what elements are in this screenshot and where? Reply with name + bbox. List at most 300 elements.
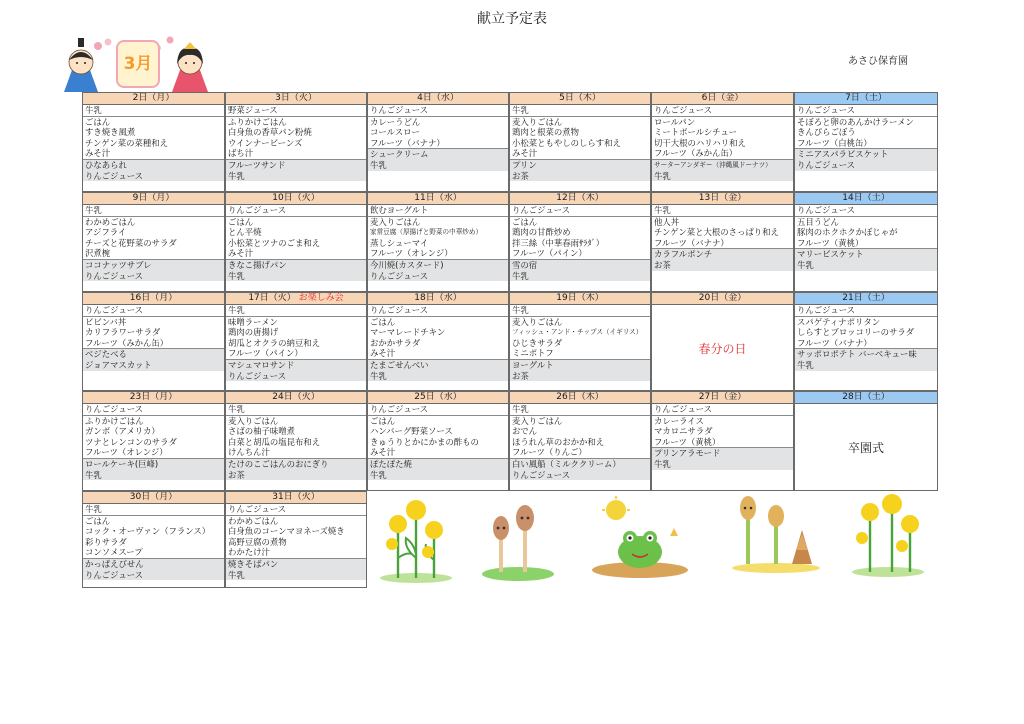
- menu-item: スパゲティナポリタン: [797, 316, 881, 327]
- page-title: 献立予定表: [477, 11, 547, 27]
- day-cell-mar3: [225, 92, 367, 192]
- menu-item: コールスロー: [370, 127, 420, 138]
- menu-item: ウインナービーンズ: [228, 137, 303, 148]
- menu-item: 麦入りごはん: [512, 415, 563, 426]
- menu-item: ココナッツサブレ: [85, 259, 152, 270]
- menu-item: きなこ揚げパン: [228, 259, 287, 270]
- menu-item: 牛乳: [85, 105, 102, 115]
- lunch-section: [368, 117, 508, 150]
- snack-section: [795, 349, 937, 370]
- menu-item: かっぱえびせん: [85, 558, 144, 569]
- menu-item: 牛乳: [85, 504, 102, 514]
- am-section: [83, 504, 224, 516]
- menu-item: 牛乳: [85, 469, 102, 480]
- day-cell-mar12: [509, 192, 651, 292]
- day-label: 27日（金）: [698, 392, 747, 402]
- menu-item: ふりかけごはん: [85, 415, 144, 426]
- day-label: 19日（木）: [556, 293, 604, 303]
- menu-item: さばの柚子味噌煮: [228, 426, 295, 437]
- month-label: 3月: [123, 54, 153, 74]
- lunch-section: [368, 317, 508, 360]
- menu-item: お茶: [512, 170, 529, 181]
- menu-item: 牛乳: [228, 305, 245, 315]
- menu-item: 白身魚の香草パン粉焼: [228, 127, 312, 138]
- menu-item: 牛乳: [654, 205, 671, 215]
- menu-item: ばち汁: [228, 148, 254, 159]
- menu-item: りんごジュース: [797, 159, 856, 170]
- menu-item: そぼろと卵のあんかけラーメン: [797, 116, 914, 127]
- menu-item: 小松菜ともやしのしらす和え: [512, 137, 621, 148]
- menu-item: フルーツ（みかん缶）: [85, 337, 169, 348]
- day-label: 17日（火）: [248, 293, 296, 303]
- menu-item: みそ汁: [85, 148, 111, 159]
- menu-item: 牛乳: [370, 370, 387, 381]
- day-header: [226, 392, 366, 404]
- snack-section: [510, 160, 650, 181]
- snack-section: [795, 249, 937, 270]
- menu-item: 野菜ジュース: [228, 105, 278, 115]
- menu-item: フルーツ（オレンジ）: [370, 248, 453, 259]
- snack-section: [83, 459, 224, 480]
- lunch-section: [83, 416, 224, 459]
- menu-item: 飲むヨーグルト: [370, 205, 429, 215]
- menu-item: しらすとブロッコリーのサラダ: [797, 327, 914, 338]
- menu-item: 小松菜とツナのごま和え: [228, 237, 321, 248]
- menu-item: フルーツ（パイン）: [512, 248, 587, 259]
- menu-item: マリービスケット: [797, 249, 864, 260]
- menu-item: たまごせんべい: [370, 359, 429, 370]
- lunch-section: [510, 117, 650, 160]
- day-cell-mar26: [509, 391, 651, 491]
- menu-item: たけのこごはんのおにぎり: [228, 458, 329, 469]
- day-label: 6日（金）: [701, 93, 744, 103]
- menu-item: サーターアンダギー（沖縄風ドーナツ）: [654, 160, 772, 169]
- menu-item: 牛乳: [512, 105, 529, 115]
- menu-item: 五目うどん: [797, 216, 839, 227]
- menu-item: ミートボールシチュー: [654, 127, 738, 138]
- menu-item: 牛乳: [370, 469, 387, 480]
- menu-item: りんごジュース: [370, 270, 429, 281]
- day-header: [368, 93, 508, 105]
- am-section: [510, 105, 650, 117]
- frog-icon: [590, 496, 690, 580]
- day-label: 4日（水）: [417, 93, 459, 103]
- menu-item: りんごジュース: [512, 205, 571, 215]
- menu-item: 焼きそばパン: [228, 558, 279, 569]
- am-section: [226, 305, 366, 317]
- menu-item: フルーツ（りんご）: [512, 447, 587, 458]
- menu-item: 牛乳: [228, 404, 245, 414]
- menu-item: りんごジュース: [85, 404, 144, 414]
- snack-section: [368, 459, 508, 480]
- snack-section: [83, 160, 224, 181]
- lunch-section: [226, 317, 366, 360]
- day-label: 7日（土）: [845, 93, 887, 103]
- menu-item: 高野豆腐の煮物: [228, 536, 287, 547]
- snack-section: [226, 360, 366, 381]
- snack-section: [652, 249, 793, 270]
- lunch-section: [83, 516, 224, 559]
- day-label: 20日（金）: [698, 293, 747, 303]
- menu-item: ヨーグルト: [512, 359, 554, 370]
- menu-item: フルーツ（パイン）: [228, 348, 303, 359]
- day-header: [226, 293, 366, 305]
- day-label: 12日（木）: [556, 193, 604, 203]
- menu-item: 牛乳: [654, 458, 671, 469]
- special-day-text: 卒園式: [847, 441, 884, 455]
- lunch-section: [795, 217, 937, 250]
- menu-item: 他人丼: [654, 216, 680, 227]
- am-section: [226, 404, 366, 416]
- day-label: 3日（火）: [275, 93, 317, 103]
- menu-item: カレーうどん: [370, 116, 421, 127]
- snack-section: [83, 559, 224, 580]
- day-header: [83, 392, 224, 404]
- menu-item: 牛乳: [228, 270, 245, 281]
- lunch-section: [368, 416, 508, 459]
- day-header: [795, 93, 937, 105]
- menu-item: 今川焼(カスタード): [370, 259, 444, 270]
- day-cell-mar19: [509, 292, 651, 391]
- day-label: 25日（水）: [414, 392, 462, 402]
- menu-item: チーズと花野菜のサラダ: [85, 237, 177, 248]
- menu-item: ハンバーグ野菜ソース: [370, 426, 453, 437]
- snack-section: [226, 459, 366, 480]
- menu-item: フルーツ（白桃缶）: [797, 137, 872, 148]
- snack-section: [368, 260, 508, 281]
- day-cell-mar9: [82, 192, 225, 292]
- menu-item: 鶏肉と根菜の煮物: [512, 127, 579, 138]
- am-section: [83, 305, 224, 317]
- menu-item: けんちん汁: [228, 447, 270, 458]
- event-label: お楽しみ会: [295, 293, 344, 303]
- snack-section: [83, 260, 224, 281]
- menu-item: フルーツ（バナナ）: [370, 137, 445, 148]
- lunch-section: [795, 117, 937, 150]
- menu-item: お茶: [654, 259, 671, 270]
- day-label: 9日（月）: [132, 193, 175, 203]
- menu-item: カレーライス: [654, 415, 704, 426]
- menu-item: ふりかけごはん: [228, 116, 287, 127]
- menu-item: 家常豆腐（厚揚げと野菜の中華炒め）: [370, 228, 483, 237]
- day-cell-mar2: [82, 92, 225, 192]
- menu-item: プリン: [512, 159, 537, 170]
- day-cell-mar10: [225, 192, 367, 292]
- menu-item: 牛乳: [228, 170, 245, 181]
- menu-item: 拌三絲（中華春雨ｻﾗﾀﾞ）: [512, 237, 605, 248]
- am-section: [510, 404, 650, 416]
- menu-item: カラフルポンチ: [654, 249, 713, 260]
- am-section: [83, 404, 224, 416]
- canola-flower-icon: [376, 498, 456, 584]
- day-label: 13日（金）: [698, 193, 747, 203]
- day-header: [795, 193, 937, 205]
- snack-section: [510, 360, 650, 381]
- day-label: 10日（火）: [272, 193, 320, 203]
- menu-item: サッポロポテト バーベキュー味: [797, 349, 917, 360]
- am-section: [83, 105, 224, 117]
- snack-section: [510, 459, 650, 480]
- menu-item: マカロニサラダ: [654, 426, 713, 437]
- menu-item: フルーツサンド: [228, 159, 286, 170]
- am-section: [368, 205, 508, 217]
- day-cell-mar6: [651, 92, 794, 192]
- menu-item: 豚肉のホクホクかぼじゃが: [797, 227, 898, 238]
- day-header: [226, 193, 366, 205]
- school-name: あさひ保育園: [848, 56, 908, 67]
- lunch-section: [652, 416, 793, 449]
- day-header: [83, 93, 224, 105]
- menu-item: 鶏肉の唐揚げ: [228, 327, 279, 338]
- lunch-section: [795, 317, 937, 350]
- menu-item: 鶏肉の甘酢炒め: [512, 227, 571, 238]
- menu-item: 白い風船（ミルククリーム）: [512, 458, 621, 469]
- menu-item: りんごジュース: [85, 569, 144, 580]
- menu-item: 牛乳: [797, 259, 814, 270]
- menu-item: りんごジュース: [512, 469, 571, 480]
- am-section: [795, 105, 937, 117]
- menu-item: とん平焼: [228, 227, 262, 238]
- am-section: [226, 504, 366, 516]
- menu-item: マーマレードチキン: [370, 327, 446, 338]
- menu-item: 胡瓜とオクラの納豆和え: [228, 337, 320, 348]
- menu-item: りんごジュース: [797, 105, 856, 115]
- day-header: [368, 293, 508, 305]
- menu-item: みそ汁: [512, 148, 538, 159]
- day-header: [510, 392, 650, 404]
- am-section: [226, 205, 366, 217]
- menu-item: ごはん: [370, 415, 396, 426]
- menu-item: りんごジュース: [228, 205, 287, 215]
- menu-item: ベジたべる: [85, 349, 127, 360]
- day-label: 21日（土）: [842, 293, 890, 303]
- menu-item: フィッシュ・アンド・チップス（イギリス）: [512, 328, 643, 337]
- day-label: 23日（月）: [129, 392, 178, 402]
- horsetail-icon: [480, 502, 556, 582]
- menu-item: ごはん: [512, 216, 538, 227]
- day-cell-mar30: [82, 491, 225, 588]
- special-day-text: 春分の日: [698, 341, 747, 356]
- menu-item: ロールパン: [654, 116, 696, 127]
- menu-item: 牛乳: [228, 569, 245, 580]
- menu-item: 牛乳: [512, 305, 529, 315]
- day-header: [83, 492, 224, 504]
- menu-item: りんごジュース: [85, 305, 144, 315]
- menu-item: りんごジュース: [228, 504, 287, 514]
- snack-section: [368, 149, 508, 170]
- menu-item: 白菜と胡瓜の塩昆布和え: [228, 436, 321, 447]
- menu-item: りんごジュース: [797, 305, 856, 315]
- day-label: 11日（水）: [414, 193, 462, 203]
- day-cell-mar4: [367, 92, 509, 192]
- day-cell-mar31: [225, 491, 367, 588]
- lunch-section: [510, 317, 650, 360]
- snack-section: [795, 149, 937, 170]
- menu-item: フルーツ（みかん缶）: [654, 148, 738, 159]
- day-cell-mar11: [367, 192, 509, 292]
- menu-item: りんごジュース: [797, 205, 856, 215]
- snack-section: [510, 260, 650, 281]
- menu-item: お茶: [228, 469, 245, 480]
- snack-section: [83, 349, 224, 370]
- day-cell-mar17: [225, 292, 367, 391]
- menu-item: ジョアマスカット: [85, 359, 152, 370]
- am-section: [368, 305, 508, 317]
- snack-section: [226, 160, 366, 181]
- menu-item: 牛乳: [370, 159, 387, 170]
- menu-item: りんごジュース: [370, 305, 429, 315]
- lunch-section: [652, 217, 793, 250]
- menu-item: ほうれん草のおかか和え: [512, 436, 605, 447]
- day-cell-mar27: [651, 391, 794, 491]
- menu-item: 麦入りごはん: [228, 415, 279, 426]
- menu-item: ひじきサラダ: [512, 337, 563, 348]
- day-header: [652, 193, 793, 205]
- menu-item: きゅうりとかにかまの酢もの: [370, 436, 479, 447]
- menu-item: おでん: [512, 426, 538, 437]
- lunch-section: [83, 217, 224, 260]
- snack-section: [652, 448, 793, 469]
- menu-item: チンゲン菜と大根のさっぱり和え: [654, 227, 779, 238]
- menu-item: 牛乳: [654, 170, 671, 181]
- day-header: [510, 193, 650, 205]
- day-header: [652, 392, 793, 404]
- menu-item: りんごジュース: [654, 404, 713, 414]
- menu-item: カリフラワーサラダ: [85, 327, 161, 338]
- day-cell-mar13: [651, 192, 794, 292]
- lunch-section: [368, 217, 508, 260]
- menu-item: 切干大根のハリハリ和え: [654, 137, 746, 148]
- menu-item: マシュマロサンド: [228, 359, 295, 370]
- am-section: [226, 105, 366, 117]
- menu-item: 麦入りごはん: [512, 316, 563, 327]
- lunch-section: [83, 117, 224, 160]
- bamboo-shoot-icon: [728, 490, 824, 574]
- menu-item: 牛乳: [85, 205, 102, 215]
- menu-item: わかたけ汁: [228, 547, 270, 558]
- menu-item: お茶: [512, 370, 529, 381]
- am-section: [368, 404, 508, 416]
- lunch-section: [226, 416, 366, 459]
- day-cell-mar20: [651, 292, 794, 391]
- day-header: [226, 492, 366, 504]
- menu-item: 麦入りごはん: [370, 216, 421, 227]
- menu-item: シュークリーム: [370, 149, 429, 160]
- menu-item: 雪の宿: [512, 259, 538, 270]
- menu-item: ツナとレンコンのサラダ: [85, 436, 177, 447]
- menu-item: ミニアスパラビスケット: [797, 149, 889, 160]
- day-header: [83, 193, 224, 205]
- am-section: [652, 404, 793, 416]
- menu-item: フルーツ（オレンジ）: [85, 447, 168, 458]
- am-section: [795, 305, 937, 317]
- menu-item: ごはん: [85, 116, 111, 127]
- snack-section: [652, 160, 793, 181]
- menu-item: 蒸しシューマイ: [370, 237, 429, 248]
- menu-item: コック・オーヴァン（フランス）: [85, 526, 211, 537]
- menu-item: ごはん: [370, 316, 396, 327]
- menu-item: りんごジュース: [654, 105, 713, 115]
- menu-item: コンソメスープ: [85, 547, 143, 558]
- menu-item: フルーツ（黄桃）: [797, 237, 864, 248]
- day-header: [510, 93, 650, 105]
- menu-item: りんごジュース: [228, 370, 287, 381]
- menu-item: りんごジュース: [370, 404, 429, 414]
- menu-item: わかめごはん: [228, 515, 279, 526]
- day-cell-mar18: [367, 292, 509, 391]
- menu-item: フルーツ（黄桃）: [654, 436, 721, 447]
- day-label: 24日（火）: [272, 392, 320, 402]
- menu-item: 牛乳: [797, 359, 814, 370]
- menu-item: ごはん: [85, 515, 111, 526]
- menu-item: すき焼き風煮: [85, 127, 136, 138]
- menu-item: フルーツ（バナナ）: [654, 237, 729, 248]
- day-cell-mar25: [367, 391, 509, 491]
- lunch-section: [83, 317, 224, 350]
- menu-item: りんごジュース: [85, 270, 144, 281]
- menu-item: フルーツ（バナナ）: [797, 337, 872, 348]
- day-header: [226, 93, 366, 105]
- menu-item: ミニポトフ: [512, 348, 554, 359]
- lunch-section: [510, 217, 650, 260]
- day-cell-mar24: [225, 391, 367, 491]
- menu-item: チンゲン菜の菜種和え: [85, 137, 168, 148]
- am-section: [83, 205, 224, 217]
- day-label: 31日（火）: [272, 492, 320, 502]
- lunch-section: [226, 117, 366, 160]
- menu-item: 牛乳: [512, 270, 529, 281]
- day-header: [368, 392, 508, 404]
- day-header: [83, 293, 224, 305]
- day-label: 18日（水）: [414, 293, 462, 303]
- am-section: [652, 205, 793, 217]
- snack-section: [226, 260, 366, 281]
- menu-item: みそ汁: [228, 248, 254, 259]
- day-header: [510, 293, 650, 305]
- day-header: [795, 392, 937, 404]
- menu-item: おかかサラダ: [370, 337, 421, 348]
- day-label: 30日（月）: [129, 492, 178, 502]
- menu-item: プリンアラモード: [654, 448, 721, 459]
- menu-item: 彩りサラダ: [85, 536, 127, 547]
- day-header: [652, 293, 793, 305]
- day-cell-mar14: [794, 192, 938, 292]
- day-label: 2日（月）: [132, 93, 175, 103]
- am-section: [510, 305, 650, 317]
- menu-item: きんぴらごぼう: [797, 127, 856, 138]
- menu-item: 麦入りごはん: [512, 116, 563, 127]
- day-cell-mar16: [82, 292, 225, 391]
- day-label: 5日（木）: [559, 93, 601, 103]
- day-header: [368, 193, 508, 205]
- menu-item: ロールケーキ(巨峰): [85, 458, 159, 469]
- am-section: [368, 105, 508, 117]
- menu-item: みそ汁: [370, 348, 396, 359]
- menu-item: ビビンバ丼: [85, 316, 127, 327]
- snack-section: [226, 559, 366, 580]
- lunch-section: [226, 516, 366, 559]
- lunch-section: [226, 217, 366, 260]
- day-label: 16日（月）: [129, 293, 178, 303]
- menu-item: みそ汁: [370, 447, 396, 458]
- canola-flower-icon: [848, 490, 930, 578]
- menu-item: ガンボ（アメリカ）: [85, 426, 160, 437]
- day-label: 28日（土）: [842, 392, 890, 402]
- am-section: [652, 105, 793, 117]
- day-cell-mar7: [794, 92, 938, 192]
- am-section: [510, 205, 650, 217]
- day-label: 26日（木）: [556, 392, 604, 402]
